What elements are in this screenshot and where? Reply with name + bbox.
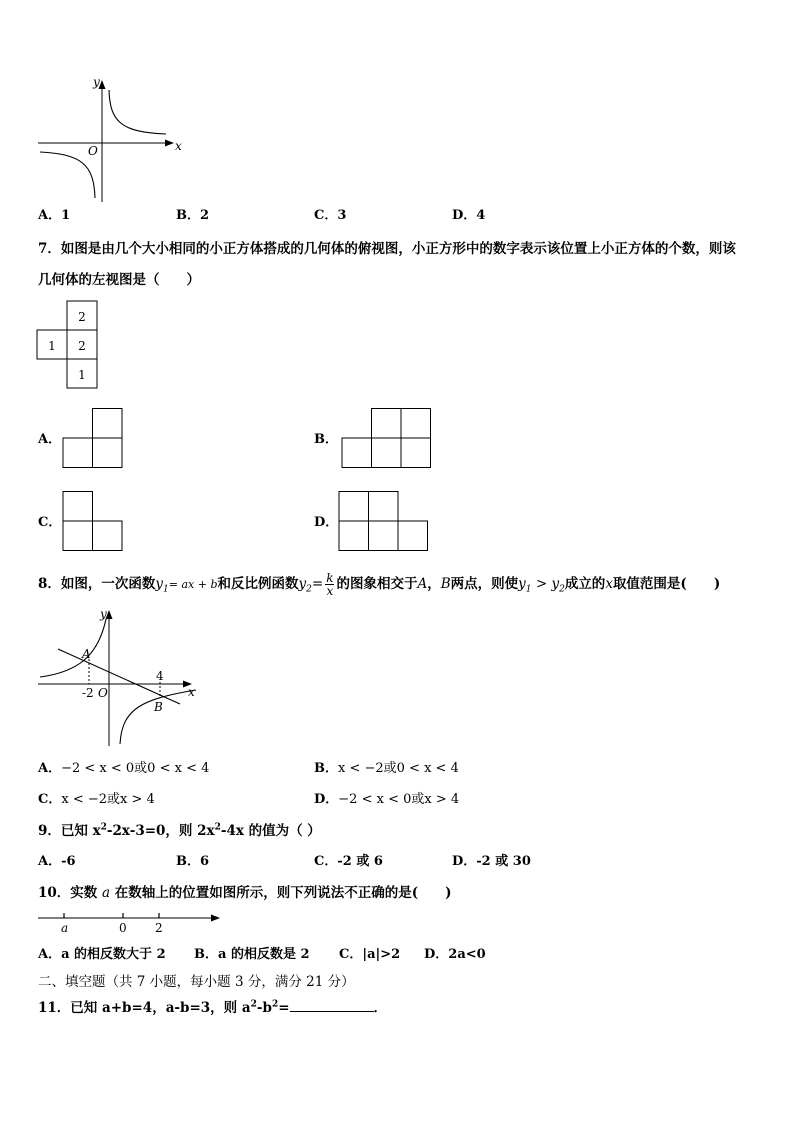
q7-stem-line1: 7．如图是由几个大小相同的小正方体搭成的几何体的俯视图，小正方形中的数字表示该位置上小正方体的个数，则该 [38, 241, 736, 257]
q8-stem: 8．如图，一次函数$y_1=$ ax + b和反比例函数$y_2=$ $\frac{k}{x}$ 的图象相交于A，B两点，则使$y_1 > y_2$成立的x取值范围是( ) [38, 571, 721, 598]
x-axis-label: x [188, 685, 195, 699]
q7-option-a-figure[interactable] [62, 408, 124, 470]
origin-label: O [98, 686, 108, 700]
q10-option-a[interactable]: A．a 的相反数大于 2 [38, 947, 166, 962]
q6-option-c[interactable]: C．3 [314, 208, 347, 223]
q11-stem: 11．已知 a+b=4，a-b=3，则 $a^2-b^2=$ ． [38, 999, 388, 1016]
q8-option-c[interactable]: C．x < −2或x > 4 [38, 792, 155, 807]
y-axis-label: y [100, 607, 107, 621]
y-axis-label: y [93, 75, 100, 89]
grid-number: 2 [78, 310, 86, 324]
q10-option-c[interactable]: C．|a|>2 [339, 947, 401, 962]
q9-stem: 9．已知 $x^2-2x-3=0$，则 $2x^2-4x$ 的值为（ ） [38, 822, 321, 839]
q8-option-d[interactable]: D．−2 < x < 0或x > 4 [314, 792, 460, 807]
point-a-label: A [82, 647, 91, 661]
q9-option-b[interactable]: B．6 [176, 854, 210, 869]
q9-option-c[interactable]: C．-2 或 6 [314, 854, 383, 869]
tick-4: 4 [156, 669, 164, 683]
q7-option-c-figure[interactable] [62, 491, 124, 553]
answer-blank[interactable] [290, 999, 374, 1012]
k-over-x-fraction: $\frac{k}{x}$ [326, 571, 334, 598]
grid-number: 1 [78, 368, 86, 382]
q7-option-c-label[interactable]: C． [38, 515, 62, 530]
point-b-label: B [154, 700, 163, 714]
tick-minus-2: -2 [82, 686, 94, 700]
q10-option-d[interactable]: D．2a<0 [424, 947, 486, 962]
q10-stem: 10．实数 a 在数轴上的位置如图所示，则下列说法不正确的是( ) [38, 885, 452, 901]
q6-option-a[interactable]: A．1 [38, 208, 71, 223]
q6-option-b[interactable]: B．2 [176, 208, 210, 223]
q6-option-d[interactable]: D．4 [452, 208, 486, 223]
section-heading: 二、填空题（共 7 小题，每小题 3 分，满分 21 分） [38, 974, 355, 990]
q8-option-b[interactable]: B．x < −2或0 < x < 4 [314, 761, 459, 776]
q7-option-b-figure[interactable] [341, 408, 433, 470]
hyperbola-figure [36, 72, 186, 204]
grid-number: 2 [78, 339, 86, 353]
q7-option-d-figure[interactable] [338, 491, 430, 553]
top-view-grid [36, 300, 100, 392]
number-line-zero-label: 0 [119, 921, 127, 935]
q7-option-a-label[interactable]: A． [38, 432, 62, 447]
q10-option-b[interactable]: B．a 的相反数是 2 [194, 947, 310, 962]
number-line-two-label: 2 [155, 921, 163, 935]
q9-option-a[interactable]: A．-6 [38, 854, 76, 869]
function-graph-figure [36, 604, 200, 748]
q9-option-d[interactable]: D．-2 或 30 [452, 854, 531, 869]
origin-label: O [88, 144, 98, 158]
number-line-a-label: a [61, 921, 69, 935]
q7-option-d-label[interactable]: D． [314, 515, 339, 530]
number-line [36, 908, 226, 938]
q7-stem-line2: 几何体的左视图是（ ） [38, 272, 200, 288]
q7-option-b-label[interactable]: B． [314, 432, 338, 447]
q8-option-a[interactable]: A．−2 < x < 0或0 < x < 4 [38, 761, 210, 776]
grid-number: 1 [48, 339, 56, 353]
x-axis-label: x [175, 139, 182, 153]
